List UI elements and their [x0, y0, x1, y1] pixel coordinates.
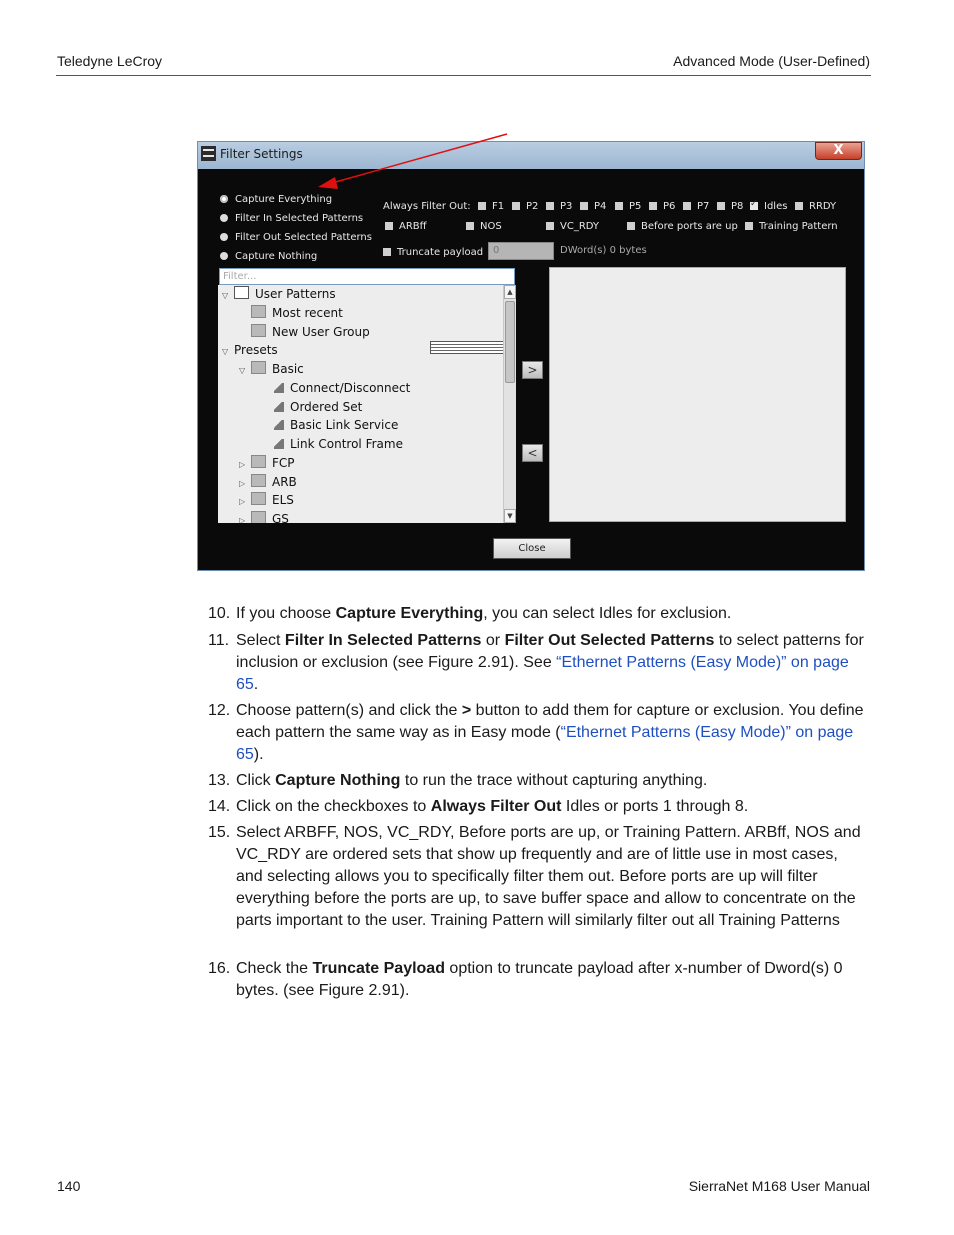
checkbox-label: VC_RDY: [560, 221, 600, 232]
add-pattern-button[interactable]: >: [522, 361, 543, 379]
scroll-up-icon[interactable]: ▲: [504, 285, 516, 299]
checkbox-icon: [649, 202, 657, 210]
filter-settings-window: [197, 141, 865, 571]
expanded-arrow-icon: ▽: [239, 366, 246, 375]
checkbox-icon: [546, 202, 554, 210]
filter-input[interactable]: Filter...: [219, 268, 515, 285]
folder-icon: [251, 474, 266, 487]
pattern-icon: [274, 420, 284, 430]
tree-item-label: Basic: [272, 362, 304, 376]
list-item: [208, 770, 868, 792]
tree-item-most-recent[interactable]: [239, 304, 343, 322]
always-filter-out-label: Always Filter Out:: [383, 201, 471, 212]
scroll-down-icon[interactable]: ▼: [504, 509, 516, 523]
folder-icon: [251, 455, 266, 468]
expanded-arrow-icon: ▽: [222, 291, 229, 300]
checkbox-p8[interactable]: [717, 201, 743, 212]
list-item: [208, 630, 868, 696]
checkbox-icon: [580, 202, 588, 210]
step-number: 10.: [208, 605, 231, 622]
step-number: 14.: [208, 798, 231, 815]
radio-icon: [220, 214, 228, 222]
collapsed-arrow-icon: ▷: [239, 479, 246, 488]
radio-filter-in[interactable]: [220, 213, 363, 224]
tree-item-link-control-frame[interactable]: [260, 435, 403, 453]
dword-label: DWord(s) 0 bytes: [560, 245, 647, 256]
header-right: Advanced Mode (User-Defined): [673, 53, 870, 69]
radio-capture-nothing[interactable]: [220, 251, 317, 262]
selected-patterns-panel[interactable]: [549, 267, 846, 522]
pattern-tree[interactable]: [218, 285, 516, 523]
checkbox-label: Before ports are up: [641, 221, 738, 232]
list-item: [208, 796, 868, 818]
step-number: 15.: [208, 824, 231, 841]
radio-label: Capture Everything: [235, 194, 333, 205]
close-button[interactable]: Close: [493, 538, 571, 559]
folder-icon: [251, 361, 266, 374]
tree-item-arb[interactable]: [239, 473, 297, 491]
tree-item-label: Connect/Disconnect: [290, 381, 411, 395]
checkbox-p3[interactable]: [546, 201, 572, 212]
ethernet-patterns-link[interactable]: “Ethernet Patterns (Easy Mode)” on page 65: [236, 724, 854, 763]
checkbox-arbff[interactable]: [385, 221, 427, 232]
checkbox-icon: [627, 222, 635, 230]
app-icon: [201, 146, 216, 161]
checkbox-label: P2: [526, 201, 539, 212]
radio-label: Filter In Selected Patterns: [235, 213, 364, 224]
tree-item-connect-disconnect[interactable]: [260, 379, 410, 397]
radio-capture-everything[interactable]: [220, 194, 332, 205]
tree-item-basic[interactable]: [239, 360, 304, 378]
checkbox-f1[interactable]: [478, 201, 504, 212]
checkbox-label: NOS: [480, 221, 502, 232]
pattern-icon: [274, 402, 284, 412]
manual-title: SierraNet M168 User Manual: [688, 1178, 870, 1194]
checkbox-label: P4: [594, 201, 607, 212]
checkbox-icon: [745, 222, 753, 230]
pattern-icon: [274, 439, 284, 449]
step-text: Select Filter In Selected Patterns or Filter Out Selected Patterns to select patterns for inclusion or exclusion (see Figure 2.91). See “Ethernet Patterns (Easy Mode)” on page 65.: [236, 632, 864, 693]
radio-filter-out[interactable]: [220, 232, 372, 243]
checkbox-nos[interactable]: [466, 221, 502, 232]
scroll-thumb[interactable]: [505, 301, 515, 383]
expanded-arrow-icon: ▽: [222, 347, 229, 356]
checkbox-icon: [385, 222, 393, 230]
checkbox-p6[interactable]: [649, 201, 675, 212]
tree-item-label: ELS: [272, 493, 294, 507]
collapsed-arrow-icon: ▷: [239, 516, 246, 523]
tree-item-label: User Patterns: [255, 287, 336, 301]
checkbox-label: F1: [492, 201, 505, 212]
checkbox-icon: [615, 202, 623, 210]
tree-item-label: Basic Link Service: [290, 418, 399, 432]
tree-item-gs[interactable]: [239, 510, 289, 523]
checkbox-p5[interactable]: [615, 201, 641, 212]
tree-item-els[interactable]: [239, 491, 294, 509]
folder-icon: [251, 324, 266, 337]
window-close-button[interactable]: X: [815, 142, 862, 160]
checkbox-icon: [466, 222, 474, 230]
tree-item-new-user-group[interactable]: [239, 323, 370, 341]
radio-icon: [220, 195, 228, 203]
checkbox-icon: [478, 202, 486, 210]
collapsed-arrow-icon: ▷: [239, 460, 246, 469]
checkbox-label: P8: [731, 201, 744, 212]
radio-label: Capture Nothing: [235, 251, 318, 262]
collapsed-arrow-icon: ▷: [239, 497, 246, 506]
step-text: Choose pattern(s) and click the > button to add them for capture or exclusion. You define each pattern the same way as in Easy mode (“Ethernet Patterns (Easy Mode)” on page 65).: [236, 702, 864, 763]
folder-icon: [251, 492, 266, 505]
checkbox-idles[interactable]: [750, 201, 787, 212]
window-title: Filter Settings: [220, 147, 303, 161]
checkbox-label: P6: [663, 201, 676, 212]
list-item: [208, 700, 868, 766]
header-rule: [56, 75, 871, 76]
list-item: [208, 603, 868, 625]
tree-item-label: New User Group: [272, 325, 370, 339]
tree-scrollbar[interactable]: [503, 285, 516, 523]
step-number: 13.: [208, 772, 231, 789]
step-text: Select ARBFF, NOS, VC_RDY, Before ports are up, or Training Pattern. ARBff, NOS and VC_RDY are ordered sets that show up frequently and are of little use in most cases, and selecting allows you to specifically filter them out. Before ports are up will filter everything before the ports are up, to save buffer space and allow to concentrate on the parts important to the user. Training Pattern will similarly filter out all Training Patterns: [236, 824, 861, 929]
user-patterns-icon: [234, 286, 249, 299]
step-text: Click on the checkboxes to Always Filter Out Idles or ports 1 through 8.: [236, 798, 749, 815]
step-text: If you choose Capture Everything, you can select Idles for exclusion.: [236, 605, 732, 622]
checkbox-label: P3: [560, 201, 573, 212]
checkbox-vc-rdy[interactable]: [546, 221, 599, 232]
folder-icon: [251, 305, 266, 318]
tree-item-label: GS: [272, 512, 289, 523]
folder-icon: [251, 511, 266, 523]
radio-icon: [220, 252, 228, 260]
checkbox-icon: [717, 202, 725, 210]
checkbox-label: ARBff: [399, 221, 427, 232]
step-number: 11.: [208, 632, 230, 649]
step-text: Check the Truncate Payload option to truncate payload after x-number of Dword(s) 0 bytes. (see Figure 2.91).: [236, 960, 843, 999]
tree-item-presets[interactable]: [222, 341, 278, 359]
tree-item-label: FCP: [272, 456, 295, 470]
checkbox-label: Truncate payload: [397, 247, 484, 258]
step-number: 12.: [208, 702, 231, 719]
checkbox-label: P7: [697, 201, 710, 212]
checkbox-icon: [795, 202, 803, 210]
pattern-icon: [274, 383, 284, 393]
page-number: 140: [57, 1178, 81, 1194]
tree-item-user-patterns[interactable]: [222, 285, 336, 303]
list-item: [208, 822, 868, 932]
radio-icon: [220, 233, 228, 241]
tree-item-fcp[interactable]: [239, 454, 295, 472]
ethernet-patterns-link[interactable]: “Ethernet Patterns (Easy Mode)” on page 65: [236, 654, 849, 693]
checkbox-label: RRDY: [809, 201, 837, 212]
step-text: Click Capture Nothing to run the trace without capturing anything.: [236, 772, 708, 789]
remove-pattern-button[interactable]: <: [522, 444, 543, 462]
title-bar: [198, 142, 864, 169]
tree-item-ordered-set[interactable]: [260, 398, 362, 416]
checkbox-label: P5: [629, 201, 642, 212]
checkbox-rrdy[interactable]: [795, 201, 836, 212]
checkbox-before-ports[interactable]: [627, 221, 738, 232]
checkbox-truncate-payload[interactable]: [383, 247, 483, 258]
checkbox-label: Training Pattern: [759, 221, 838, 232]
tree-item-label: ARB: [272, 475, 297, 489]
radio-label: Filter Out Selected Patterns: [235, 232, 372, 243]
header-left: Teledyne LeCroy: [57, 53, 163, 69]
list-item: [208, 958, 868, 1002]
checkbox-icon: [383, 248, 391, 256]
tree-item-label: Most recent: [272, 306, 343, 320]
checkbox-p7[interactable]: [683, 201, 709, 212]
tree-item-label: Link Control Frame: [290, 437, 403, 451]
checkbox-training-pattern[interactable]: [745, 221, 838, 232]
tree-item-label: Presets: [234, 343, 278, 357]
truncate-value-input[interactable]: 0: [488, 242, 554, 260]
checkbox-icon: [512, 202, 520, 210]
checkbox-p2[interactable]: [512, 201, 538, 212]
checkbox-label: Idles: [764, 201, 788, 212]
tree-item-basic-link-service[interactable]: [260, 416, 398, 434]
checkbox-icon: [683, 202, 691, 210]
checkbox-icon: [546, 222, 554, 230]
checkbox-p4[interactable]: [580, 201, 606, 212]
checkbox-checked-icon: [750, 202, 758, 210]
tree-item-label: Ordered Set: [290, 400, 363, 414]
step-number: 16.: [208, 960, 231, 977]
